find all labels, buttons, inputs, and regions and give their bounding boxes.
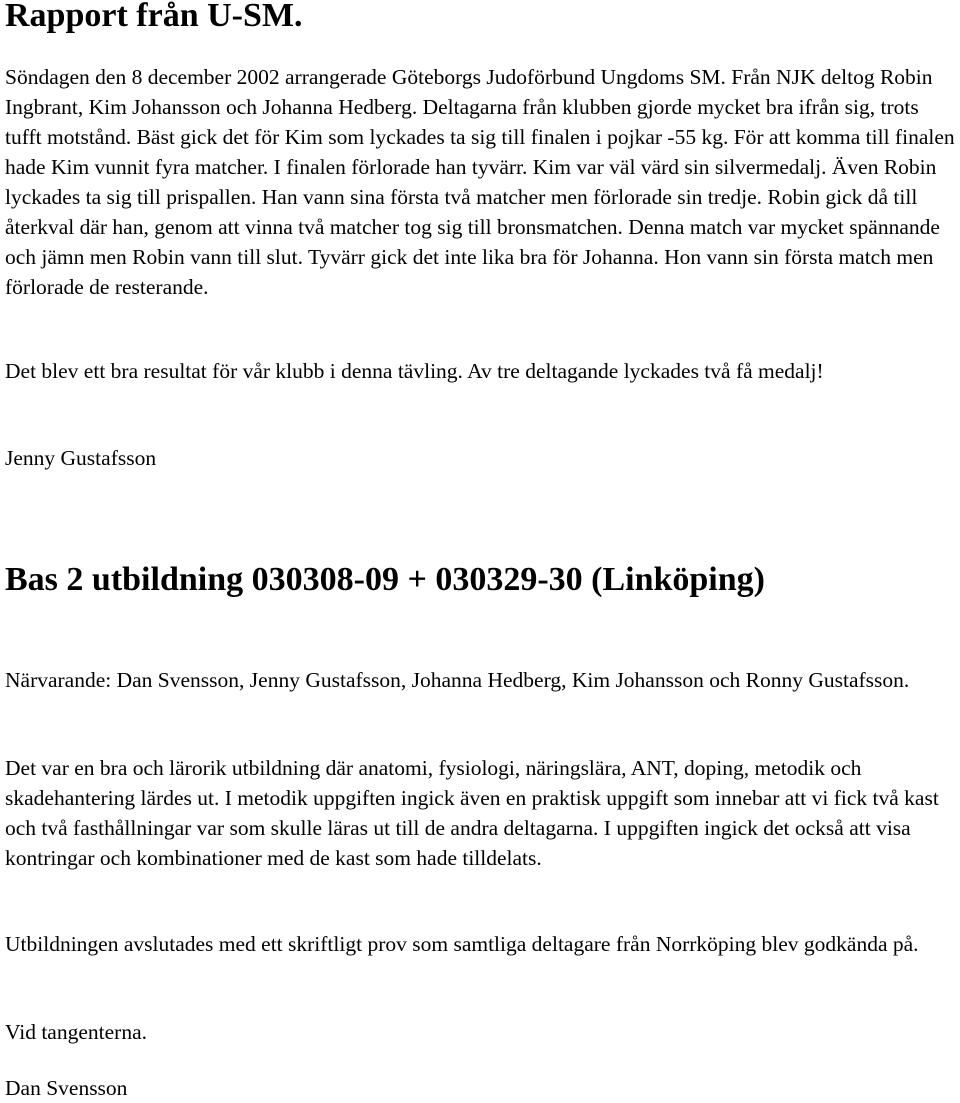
- report-signature: Jenny Gustafsson: [5, 446, 157, 470]
- training-signature: Dan Svensson: [5, 1076, 128, 1100]
- training-paragraph: Det var en bra och lärorik utbildning där anatomi, fysiologi, näringslära, ANT, doping, metodik och skadehantering lärdes ut. I metodik uppgiften ingick även en praktisk uppgift som innebar att vi fick två kast och två fasthållningar var som skulle läras ut till de andra deltagarna. I uppgiften ingick det också att visa kontringar och kombinationer med de kast som hade tilldelats.: [5, 756, 939, 870]
- closing-line: Vid tangenterna.: [5, 1020, 147, 1044]
- attendees-paragraph: Närvarande: Dan Svensson, Jenny Gustafsson, Johanna Hedberg, Kim Johansson och Ronny Gustafsson.: [5, 668, 910, 692]
- report-paragraph: Söndagen den 8 december 2002 arrangerade Göteborgs Judoförbund Ungdoms SM. Från NJK deltog Robin Ingbrant, Kim Johansson och Johanna Hedberg. Deltagarna från klubben gjorde mycket bra ifrån sig, trots tufft motstånd. Bäst gick det för Kim som lyckades ta sig till finalen i pojkar -55 kg. För att komma till finalen hade Kim vunnit fyra matcher. I finalen förlorade han tyvärr. Kim var väl värd sin silvermedalj. Även Robin lyckades ta sig till prispallen. Han vann sina första två matcher men förlorade sin tredje. Robin gick då till återkval där han, genom att vinna två matcher tog sig till bronsmatchen. Denna match var mycket spännande och jämn men Robin vann till slut. Tyvärr gick det inte lika bra för Johanna. Hon vann sin första match men förlorade de resterande.: [5, 65, 955, 299]
- training-heading: Bas 2 utbildning 030308-09 + 030329-30 (Linköping): [5, 561, 765, 598]
- report-heading: Rapport från U-SM.: [5, 0, 303, 34]
- exam-paragraph: Utbildningen avslutades med ett skriftligt prov som samtliga deltagare från Norrköping blev godkända på.: [5, 932, 919, 956]
- result-paragraph: Det blev ett bra resultat för vår klubb i denna tävling. Av tre deltagande lyckades två få medalj!: [5, 359, 824, 383]
